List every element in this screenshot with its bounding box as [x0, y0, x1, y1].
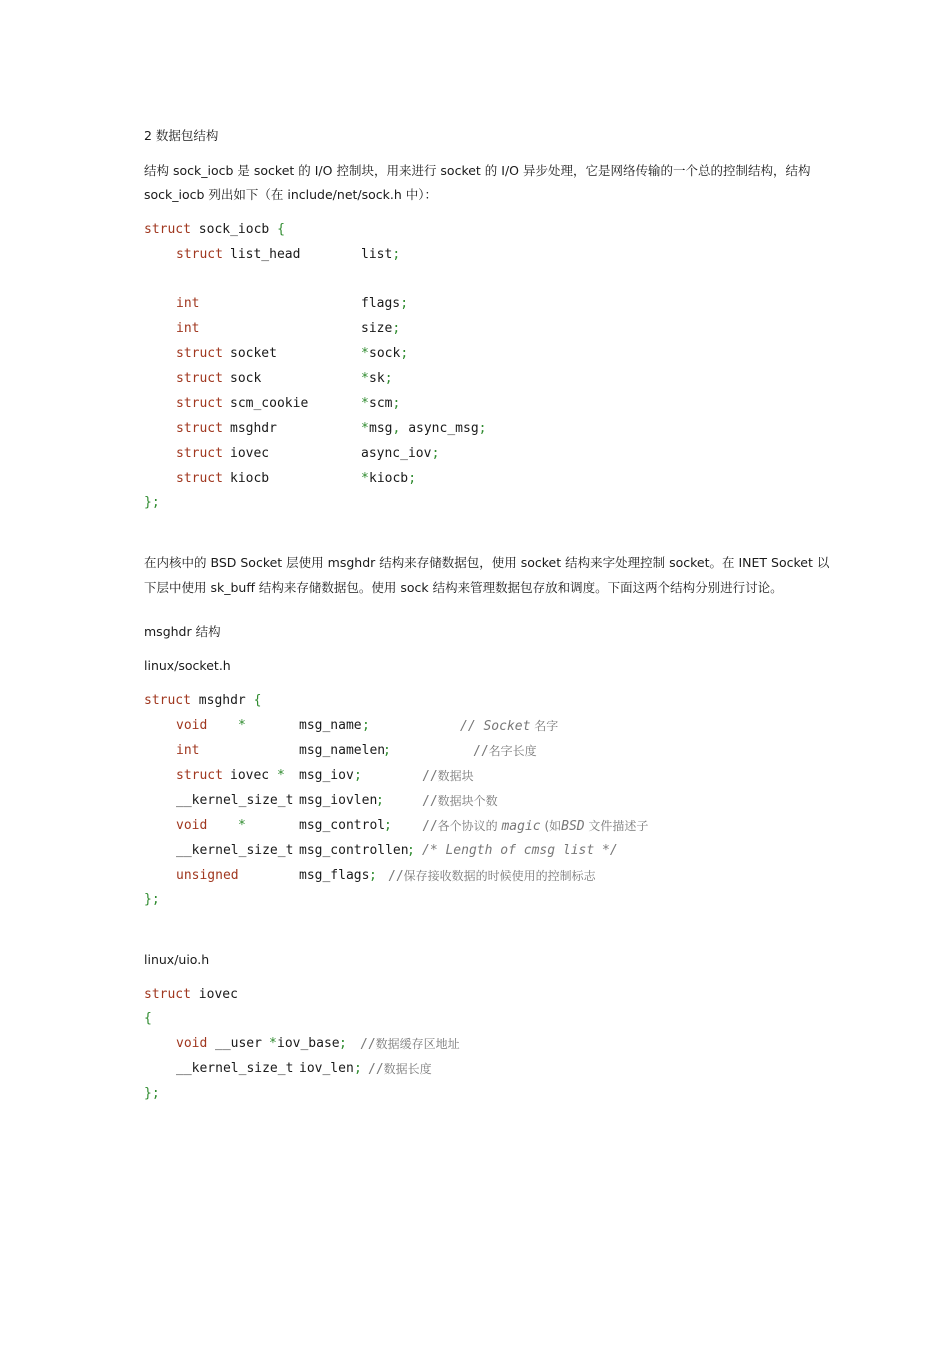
para-line-2: 下层中使用 sk_buff 结构来存储数据包。使用 sock 结构来管理数据包存放和调度。下面这两个结构分别进行讨论。 — [144, 580, 783, 595]
msghdr-open: struct msghdr { — [144, 693, 262, 708]
iovec-open: struct iovec — [144, 987, 238, 1002]
sock-iocb-open: struct sock_iocb { — [144, 222, 285, 237]
document-page: 2 数据包结构 结构 sock_iocb 是 socket 的 I/O 控制块，用来进行 socket 的 I/O 异步处理，它是网络传输的一个总的控制结构，结构 sock_iocb 列出如下（在 include/net/sock.h 中）： struct sock_iocb { struct list_head list ; int flags ; int size ; struct socket * sock ; struct sock * sk ; struct scm_cookie * scm ; struct msghdr * msg , async_msg; struct iovec async_iov ; struct kiocb * kiocb ; }; 在内核中的 BSD Socket 层使用 msghdr 结构来存储数据包，使用 socket 结构来字处理控制 socket。在 INET Socket 以 下层中使用 sk_buff 结构来存储数据包。使用 sock 结构来管理数据包存放和调度。下面这两个结构分别进行讨论。 msghdr 结构 linux/socket.h struct msghdr { void * msg_name ; // Socket 名字 int msg_namelen ; //名字长度 struct iovec * msg_iov ; //数据块 __kernel_size_t msg_iovlen ; //数据块个数 void * msg_control ; //各个协议的 magic (如BSD 文件描述子 __kernel_size_t msg_controllen ; /* Length of cmsg list */ unsigned msg_flags ; //保存接收数据的时候使用的控制标志 }; linux/uio.h struct iovec { void __user * iov_base ; //数据缓存区地址 __kernel_size_t iov_len ; //数据长度 }; — [144, 128, 830, 1101]
sock-iocb-close: }; — [144, 495, 160, 510]
intro-line-2: sock_iocb 列出如下（在 include/net/sock.h 中）： — [144, 187, 438, 202]
msghdr-heading: msghdr 结构 — [144, 624, 221, 639]
msghdr-file: linux/socket.h — [144, 658, 231, 673]
iovec-close: }; — [144, 1086, 160, 1101]
section-title: 2 数据包结构 — [144, 128, 219, 143]
msghdr-close: }; — [144, 892, 160, 907]
iovec-open-brace: { — [144, 1011, 152, 1026]
iovec-file: linux/uio.h — [144, 952, 210, 967]
intro-line-1: 结构 sock_iocb 是 socket 的 I/O 控制块，用来进行 socket 的 I/O 异步处理，它是网络传输的一个总的控制结构，结构 — [144, 163, 811, 178]
para-line-1: 在内核中的 BSD Socket 层使用 msghdr 结构来存储数据包，使用 socket 结构来字处理控制 socket。在 INET Socket 以 — [144, 555, 830, 570]
